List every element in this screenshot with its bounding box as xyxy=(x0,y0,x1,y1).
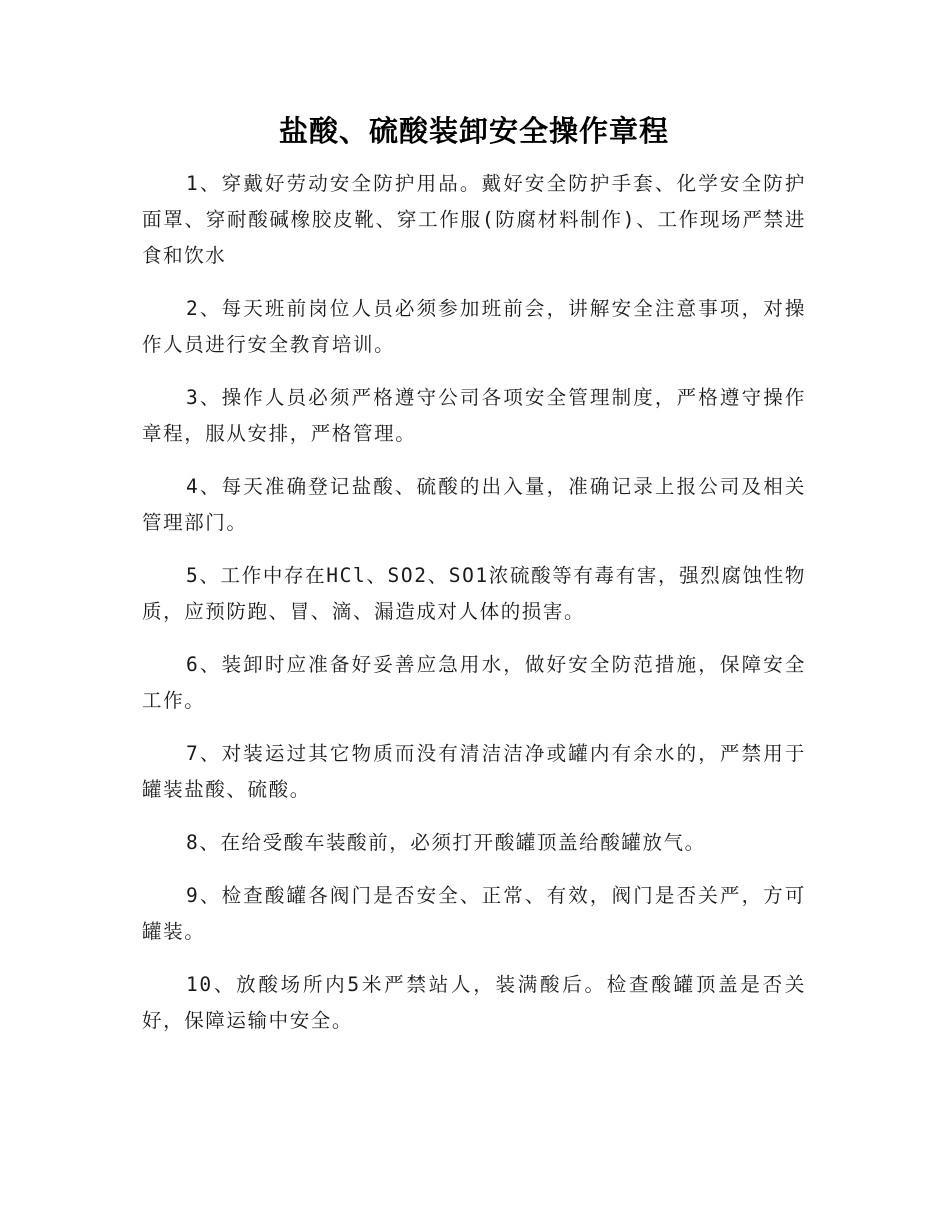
rule-item-9: 9、检查酸罐各阀门是否安全、正常、有效，阀门是否关严，方可罐装。 xyxy=(142,884,806,943)
rules-list xyxy=(142,166,806,1039)
rule-item-2: 2、每天班前岗位人员必须参加班前会，讲解安全注意事项，对操作人员进行安全教育培训。 xyxy=(142,297,806,356)
rule-item-1: 1、穿戴好劳动安全防护用品。戴好安全防护手套、化学安全防护面罩、穿耐酸碱橡胶皮靴、穿工作服(防腐材料制作)、工作现场严禁进食和饮水 xyxy=(142,172,806,267)
rule-item-10: 10、放酸场所内5米严禁站人，装满酸后。检查酸罐顶盖是否关好，保障运输中安全。 xyxy=(142,973,806,1032)
rule-item-4: 4、每天准确登记盐酸、硫酸的出入量，准确记录上报公司及相关管理部门。 xyxy=(142,475,806,534)
rule-item-5: 5、工作中存在HCl、SO2、SO1浓硫酸等有毒有害，强烈腐蚀性物质，应预防跑、冒、滴、漏造成对人体的损害。 xyxy=(142,564,806,623)
document-body xyxy=(142,108,806,1056)
rule-item-3: 3、操作人员必须严格遵守公司各项安全管理制度，严格遵守操作章程，服从安排，严格管理。 xyxy=(142,386,806,445)
rule-item-8: 8、在给受酸车装酸前，必须打开酸罐顶盖给酸罐放气。 xyxy=(186,831,706,854)
rule-item-6: 6、装卸时应准备好妥善应急用水，做好安全防范措施，保障安全工作。 xyxy=(142,653,806,712)
rule-item-7: 7、对装运过其它物质而没有清洁洁净或罐内有余水的，严禁用于罐装盐酸、硫酸。 xyxy=(142,742,806,801)
document-title: 盐酸、硫酸装卸安全操作章程 xyxy=(278,114,669,148)
